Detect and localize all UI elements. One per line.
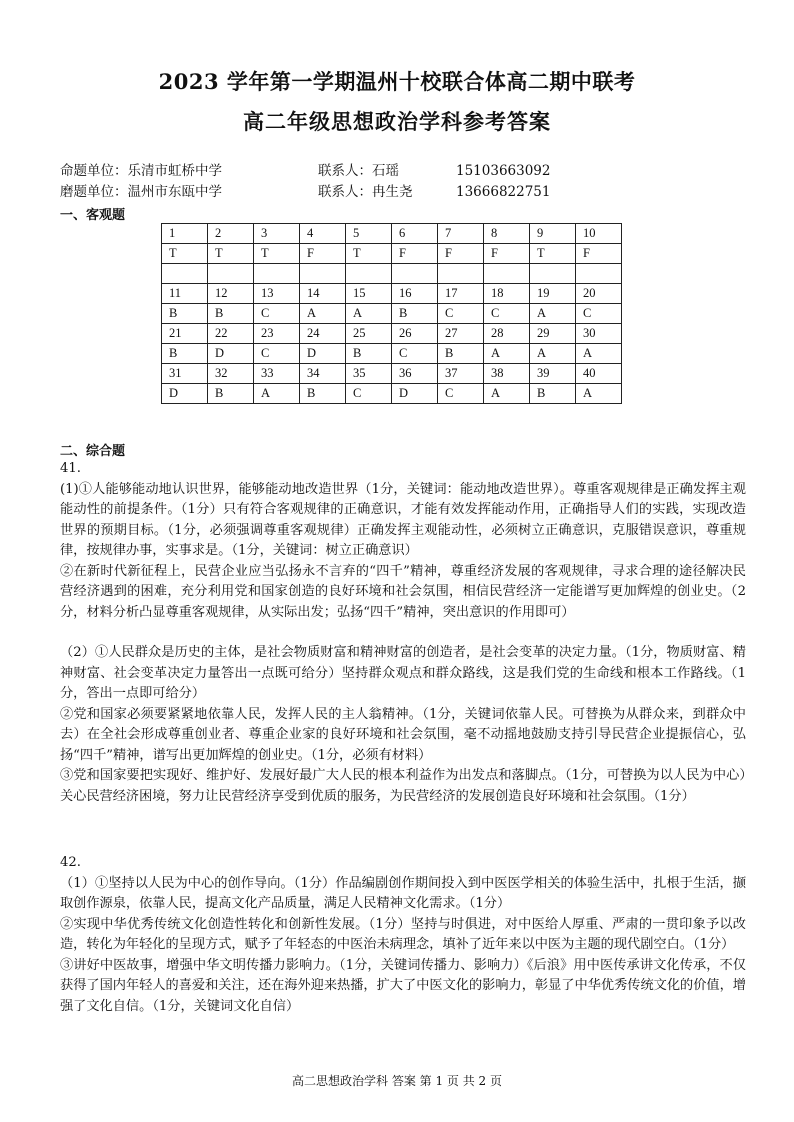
answer-table-cell: A (300, 304, 346, 324)
answer-table-cell: 29 (530, 324, 576, 344)
answer-table-cell (208, 264, 254, 284)
reviewer-unit: 磨题单位：温州市东瓯中学 (60, 184, 222, 200)
answer-table-cell (346, 264, 392, 284)
answer-table (161, 223, 622, 404)
answer-table-cell: T (162, 244, 208, 264)
answer-table-cell: A (254, 384, 300, 404)
answer-table-cell: 14 (300, 284, 346, 304)
answer-table-cell: 19 (530, 284, 576, 304)
answer-table-cell: 13 (254, 284, 300, 304)
setter-contact: 联系人：石瑶 (318, 163, 399, 179)
answer-table-row (162, 304, 622, 324)
q42-number: 42. (60, 855, 81, 870)
answer-table-cell: 5 (346, 224, 392, 244)
answer-table-cell: 18 (484, 284, 530, 304)
q42-para1: （1）①坚持以人民为中心的创作导向。（1分）作品编剧创作期间投入到中医医学相关的体验生活中，扎根于生活，撷取创作源泉，依靠人民，提高文化产品质量，满足人民精神文化需求。（1分） (60, 875, 746, 911)
exam-title: 2023 学年第一学期温州十校联合体高二期中联考 (158, 69, 636, 94)
answer-table-row (162, 284, 622, 304)
answer-table-cell: 12 (208, 284, 254, 304)
q41-part2-para3: ③党和国家要把实现好、维护好、发展好最广大人民的根本利益作为出发点和落脚点。（1分，可替换为以人民为中心）关心民营经济困境，努力让民营经济享受到优质的服务，为民营经济的发展创造良好环境和社会氛围。（1分） (60, 768, 746, 804)
answer-table-cell: A (530, 304, 576, 324)
answer-table-cell (300, 264, 346, 284)
answer-table-cell: 8 (484, 224, 530, 244)
answer-table-cell (576, 264, 622, 284)
q41-part2-para2: ②党和国家必须要紧紧地依靠人民，发挥人民的主人翁精神。（1分，关键词依靠人民。可替换为从群众来，到群众中去）在全社会形成尊重创业者、尊重企业家的良好环境和社会氛围，毫不动摇地鼓励支持引导民营企业提振信心，弘扬“四千”精神，谱写出更加辉煌的创业史。（1分，必须有材料） (60, 706, 746, 763)
answer-table-cell: D (392, 384, 438, 404)
answer-table-cell: 16 (392, 284, 438, 304)
answer-table-cell: A (484, 384, 530, 404)
answer-table-cell: 7 (438, 224, 484, 244)
answer-table-cell: D (162, 384, 208, 404)
answer-table-cell: C (484, 304, 530, 324)
q41-number: 41. (60, 461, 81, 476)
answer-table-cell: 35 (346, 364, 392, 384)
answer-table-cell: B (208, 384, 254, 404)
answer-table-cell: F (392, 244, 438, 264)
answer-table-cell (530, 264, 576, 284)
answer-table-cell: 6 (392, 224, 438, 244)
answer-table-cell: 28 (484, 324, 530, 344)
answer-table-cell: T (530, 244, 576, 264)
answer-table-cell (484, 264, 530, 284)
answer-table-cell: T (346, 244, 392, 264)
answer-table-row (162, 264, 622, 284)
answer-table-row (162, 384, 622, 404)
answer-table-row (162, 364, 622, 384)
answer-table-cell: 31 (162, 364, 208, 384)
answer-table-cell: C (438, 304, 484, 324)
answer-table-cell: 32 (208, 364, 254, 384)
exam-subtitle: 高二年级思想政治学科参考答案 (243, 109, 551, 134)
answer-table-cell (438, 264, 484, 284)
answer-table-cell: 10 (576, 224, 622, 244)
answer-table-row (162, 244, 622, 264)
answer-table-cell: A (530, 344, 576, 364)
answer-table-cell: 9 (530, 224, 576, 244)
answer-table-cell: 26 (392, 324, 438, 344)
answer-table-cell: 39 (530, 364, 576, 384)
answer-table-cell: 4 (300, 224, 346, 244)
answer-table-cell: T (208, 244, 254, 264)
answer-table-cell: T (254, 244, 300, 264)
answer-table-cell: C (392, 344, 438, 364)
answer-table-cell: B (530, 384, 576, 404)
answer-table-cell: C (254, 344, 300, 364)
question-41 (60, 459, 746, 807)
answer-table-cell: F (300, 244, 346, 264)
answer-table-cell: 1 (162, 224, 208, 244)
answer-table-cell: 11 (162, 284, 208, 304)
q42-para2: ②实现中华优秀传统文化创造性转化和创新性发展。（1分）坚持与时俱进，对中医给人厚重、严肃的一贯印象予以改造，转化为年轻化的呈现方式，赋予了年轻态的中医治未病理念，填补了近年来以中医为主题的现代剧空白。（1分） (60, 916, 746, 952)
q41-part2-para1: （2）①人民群众是历史的主体，是社会物质财富和精神财富的创造者，是社会变革的决定力量。（1分，物质财富、精神财富、社会变革决定力量答出一点既可给分）坚持群众观点和群众路线，这是我们党的生命线和根本工作路线。（1分，答出一点即可给分） (60, 645, 746, 701)
answer-table-cell: 27 (438, 324, 484, 344)
answer-table-cell (392, 264, 438, 284)
answer-table-cell: F (438, 244, 484, 264)
answer-table-cell: 24 (300, 324, 346, 344)
answer-table-cell (162, 264, 208, 284)
answer-table-cell: B (162, 304, 208, 324)
answer-table-cell: D (208, 344, 254, 364)
answer-table-cell (254, 264, 300, 284)
setter-phone: 15103663092 (456, 163, 551, 179)
answer-table-cell: D (300, 344, 346, 364)
answer-table-cell: A (484, 344, 530, 364)
question-42 (60, 853, 746, 1017)
answer-table-cell: 23 (254, 324, 300, 344)
answer-table-cell: 25 (346, 324, 392, 344)
answer-table-cell: 37 (438, 364, 484, 384)
q42-para3: ③讲好中医故事，增强中华文明传播力影响力。（1分，关键词传播力、影响力）《后浪》用中医传承讲文化传承，不仅获得了国内年轻人的喜爱和关注，还在海外迎来热播，扩大了中医文化的影响力，彰显了中华优秀传统文化的价值，增强了文化自信。（1分，关键词文化自信） (60, 957, 746, 1014)
answer-table-cell: B (162, 344, 208, 364)
answer-table-cell: 3 (254, 224, 300, 244)
answer-table-cell: A (576, 384, 622, 404)
answer-table-cell: 17 (438, 284, 484, 304)
section-heading-comprehensive: 二、综合题 (60, 444, 126, 459)
reviewer-contact: 联系人：冉生尧 (318, 184, 413, 200)
answer-table-cell: 36 (392, 364, 438, 384)
answer-table-cell: B (208, 304, 254, 324)
answer-table-cell: F (484, 244, 530, 264)
answer-table-row (162, 344, 622, 364)
answer-table-cell: 38 (484, 364, 530, 384)
answer-table-row (162, 324, 622, 344)
answer-table-cell: B (392, 304, 438, 324)
reviewer-phone: 13666822751 (456, 184, 551, 200)
answer-table-cell: C (254, 304, 300, 324)
answer-table-cell: 22 (208, 324, 254, 344)
answer-table-cell: 2 (208, 224, 254, 244)
answer-table-cell: F (576, 244, 622, 264)
answer-table-cell: A (346, 304, 392, 324)
answer-table-cell: 15 (346, 284, 392, 304)
page-footer: 高二思想政治学科 答案 第 1 页 共 2 页 (292, 1074, 502, 1088)
answer-table-cell: C (346, 384, 392, 404)
answer-table-cell: B (438, 344, 484, 364)
q41-part1-para1: (1)①人能够能动地认识世界，能够能动地改造世界（1分，关键词：能动地改造世界）。尊重客观规律是正确发挥主观能动性的前提条件。（1分）只有符合客观规律的正确意识，才能有效发挥能动作用，正确指导人们的实践，实现改造世界的预期目标。（1分，必须强调尊重客观规律）正确发挥主观能动性，必须树立正确意识，克服错误意识，尊重规律，按规律办事，实事求是。（1分，关键词：树立正确意识） (60, 481, 746, 558)
answer-table-cell: B (300, 384, 346, 404)
answer-table-cell: A (576, 344, 622, 364)
answer-table-cell: 20 (576, 284, 622, 304)
answer-table-cell: 21 (162, 324, 208, 344)
answer-table-cell: 34 (300, 364, 346, 384)
answer-table-cell: C (576, 304, 622, 324)
answer-table-cell: 40 (576, 364, 622, 384)
answer-table-cell: B (346, 344, 392, 364)
answer-table-cell: 33 (254, 364, 300, 384)
answer-table-cell: C (438, 384, 484, 404)
answer-table-cell: 30 (576, 324, 622, 344)
setter-unit: 命题单位：乐清市虹桥中学 (60, 163, 222, 179)
answer-table-row (162, 224, 622, 244)
q41-part1-para2: ②在新时代新征程上，民营企业应当弘扬永不言弃的“四千”精神，尊重经济发展的客观规律，寻求合理的途径解决民营经济遇到的困难，充分利用党和国家创造的良好环境和社会氛围，相信民营经济一定能谱写更加辉煌的创业史。（2分，材料分析凸显尊重客观规律，从实际出发；弘扬“四千”精神，突出意识的作用即可） (60, 563, 746, 620)
section-heading-objective: 一、客观题 (60, 208, 126, 223)
